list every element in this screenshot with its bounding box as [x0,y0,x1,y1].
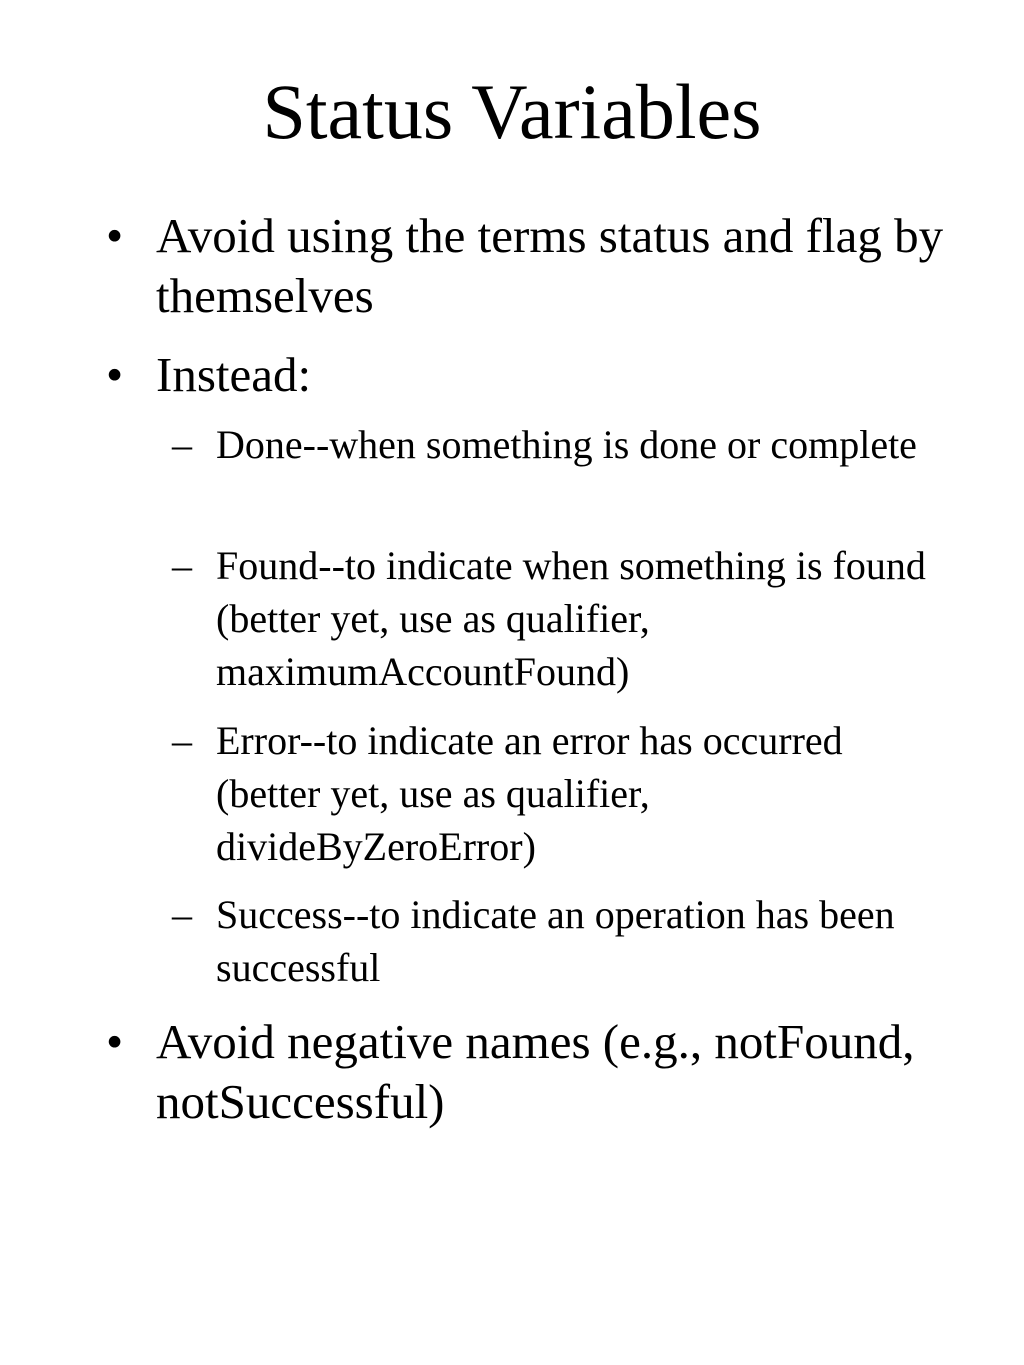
dash-marker: – [172,892,192,937]
slide-title: Status Variables [262,68,762,155]
bullet-text: Avoid using the terms status and flag by themselves [156,208,944,323]
bullet-marker: • [106,1014,124,1069]
dash-marker: – [172,543,192,588]
sub-bullet-text: Done--when something is done or complete [216,422,917,467]
sub-bullet-text: Success--to indicate an operation has been successful [216,892,895,990]
dash-marker: – [172,718,192,763]
bullet-item [106,206,956,326]
sub-bullet-item [172,418,956,471]
bullet-marker: • [106,208,124,263]
bullet-item [106,1012,956,1132]
bullet-text: Avoid negative names (e.g., notFound, notSuccessful) [156,1014,915,1129]
sub-bullet-text: Error--to indicate an error has occurred (better yet, use as qualifier, divideByZeroError) [216,718,843,869]
sub-bullet-item [172,714,956,873]
sub-bullet-text: Found--to indicate when something is found (better yet, use as qualifier, maximumAccountFound) [216,543,926,694]
sub-bullet-item [172,539,956,698]
dash-marker: – [172,422,192,467]
sub-bullet-item [172,888,956,994]
bullet-item [106,345,956,405]
bullet-text: Instead: [156,347,312,402]
bullet-marker: • [106,347,124,402]
